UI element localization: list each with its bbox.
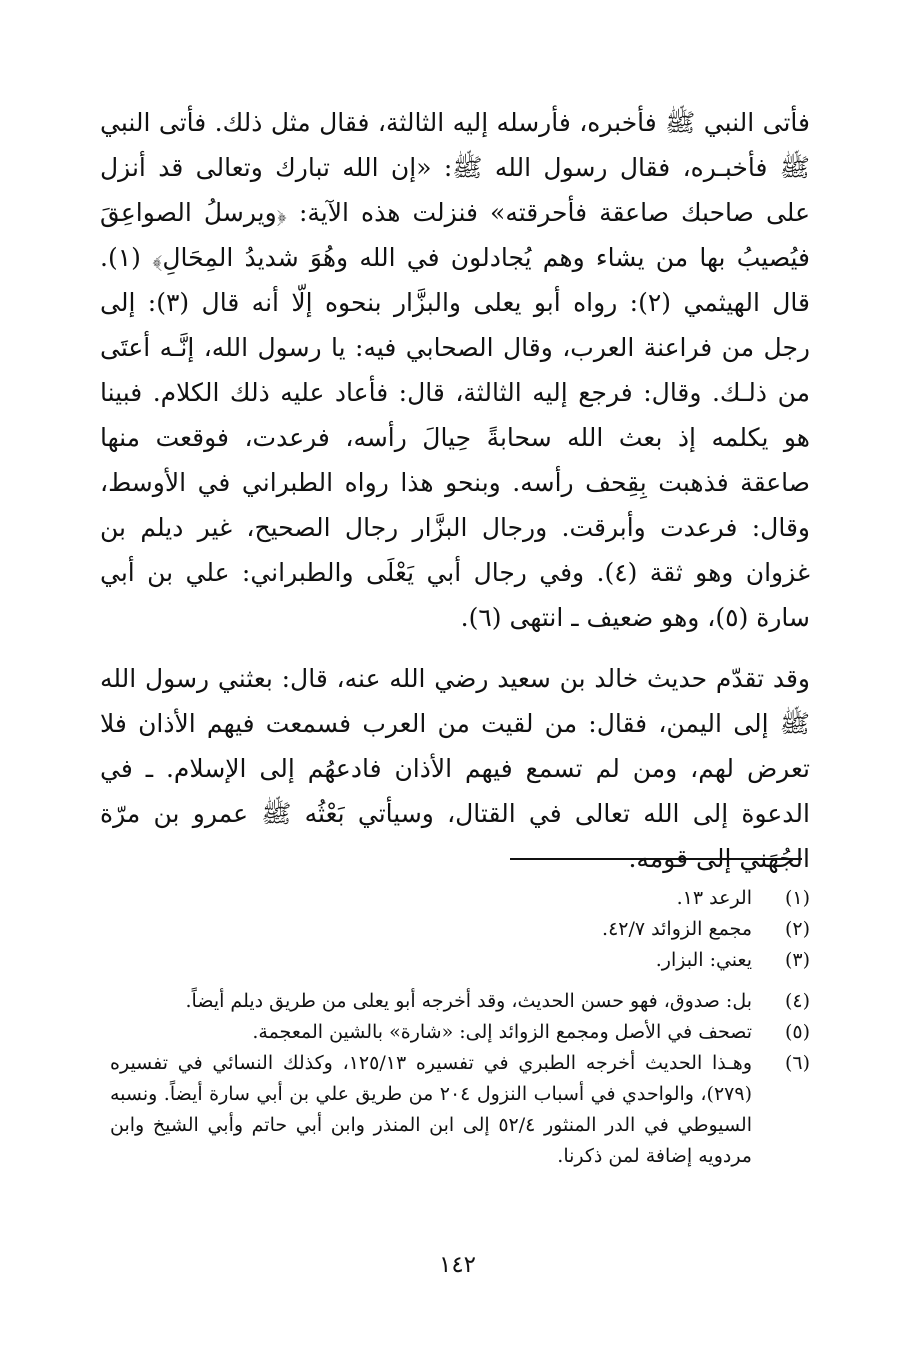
footnotes <box>110 883 810 1172</box>
footnote-number: (٤) <box>784 990 810 1012</box>
footnote-text: الرعد ١٣. <box>676 887 752 909</box>
footnote-text: مجمع الزوائد ٤٢/٧. <box>602 918 752 940</box>
footnote-number: (٢) <box>784 918 810 940</box>
footnote <box>110 883 810 914</box>
footnote-text: بل: صدوق، فهو حسن الحديث، وقد أخرجه أبو يعلى من طريق ديلم أيضاً. <box>185 990 752 1012</box>
footnote-text: تصحف في الأصل ومجمع الزوائد إلى: «شارة» بالشين المعجمة. <box>252 1021 752 1043</box>
page-number: ١٤٢ <box>438 1252 477 1278</box>
footnote-separator <box>510 858 802 860</box>
footnote <box>110 1048 810 1172</box>
main-text <box>100 100 810 881</box>
footnote-text: وهـذا الحديث أخرجه الطبري في تفسيره ١٢٥/١٣، وكذلك النسائي في تفسيره (٢٧٩)، والواحدي في أسباب النزول ٢٠٤ من طريق علي بن أبي سارة أيضاً. ونسبه السيوطي في الدر المنثور ٥٢/٤ إلى ابن المنذر وابن أبي حاتم وأبي الشيخ وابن مردويه إضافة لمن ذكرنا. <box>110 1052 753 1167</box>
footnote-number: (٥) <box>784 1021 810 1043</box>
footnote <box>110 914 810 945</box>
paragraph: فأتى النبي ﷺ فأخبره، فأرسله إليه الثالثة، فقال مثل ذلك. فأتى النبي ﷺ فأخبـره، فقال رسول الله ﷺ: «إن الله تبارك وتعالى قد أنزل على صاحبك صاعقة فأحرقته» فنزلت هذه الآية: ﴿ويرسلُ الصواعِقَ فيُصيبُ بها من يشاء وهم يُجادلون في الله وهُوَ شديدُ المِحَالِ﴾ (١). قال الهيثمي (٢): رواه أبو يعلى والبزَّار بنحوه إلّا أنه قال (٣): إلى رجل من فراعنة العرب، وقال الصحابي فيه: يا رسول الله، إنَّـه أعتَى من ذلـك. وقال: فرجع إليه الثالثة، قال: فأعاد عليه ذلك الكلام. فبينا هو يكلمه إذ بعث الله سحابةً حِيالَ رأسه، فرعدت، فوقعت منها صاعقة فذهبت بِقِحف رأسه. وبنحو هذا رواه الطبراني في الأوسط، وقال: فرعدت وأبرقت. ورجال البزَّار رجال الصحيح، غير ديلم بن غزوان وهو ثقة (٤). وفي رجال أبي يَعْلَى والطبراني: علي بن أبي سارة (٥)، وهو ضعيف ـ انتهى (٦). <box>100 108 811 632</box>
footnote <box>110 986 810 1017</box>
footnote-number: (٦) <box>784 1052 810 1074</box>
footnote-text: يعني: البزار. <box>655 949 752 971</box>
footnote-number: (٣) <box>784 949 810 971</box>
paragraph: وقد تقدّم حديث خالد بن سعيد رضي الله عنه، قال: بعثني رسول الله ﷺ إلى اليمن، فقال: من لقيت من العرب فسمعت فيهم الأذان فلا تعرض لهم، ومن لم تسمع فيهم الأذان فادعهُم إلى الإسلام. ـ في الدعوة إلى الله تعالى في القتال، وسيأتي بَعْثُه ﷺ عمرو بن مرّة الجُهَني إلى قومه. <box>100 664 810 873</box>
footnote-number: (١) <box>784 887 810 909</box>
footnote <box>110 945 810 976</box>
footnote <box>110 1017 810 1048</box>
